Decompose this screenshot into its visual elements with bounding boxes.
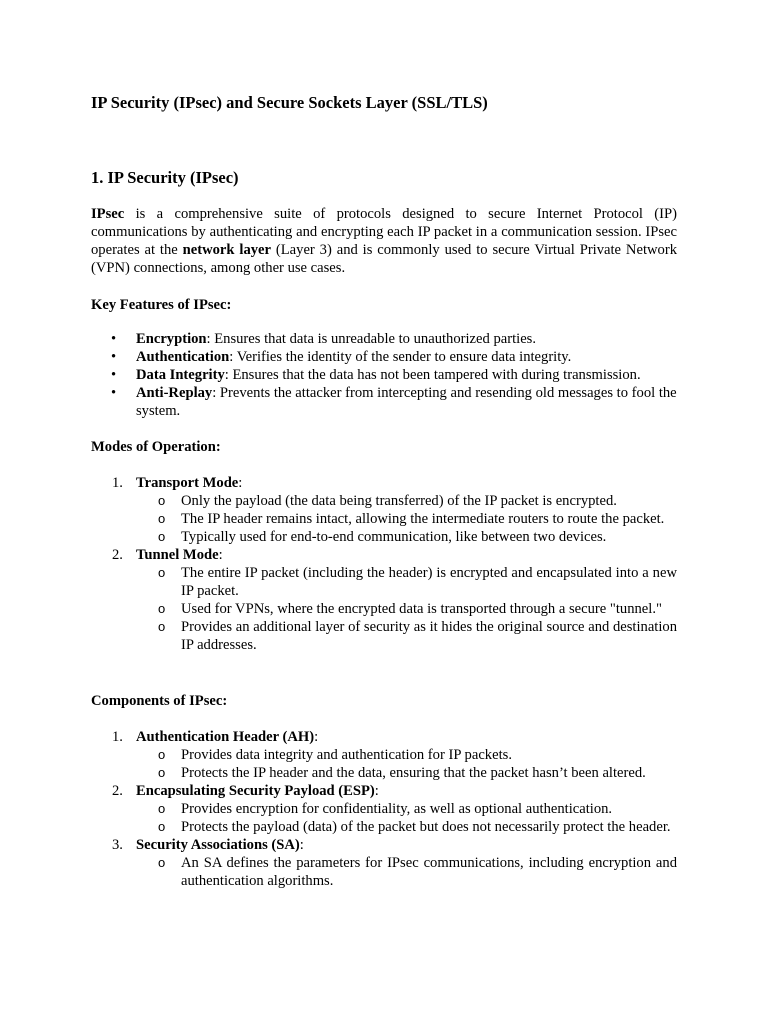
intro-text-1: is a comprehensive suite of protocols designed to secure Internet Protocol (IP) communications by authenticating and encrypting each IP packet in a communication session. IPsec operates at the (91, 206, 677, 258)
list-item (136, 618, 677, 654)
sub-item-text: Protects the payload (data) of the packet but does not necessarily protect the header. (181, 819, 671, 835)
component-term: Security Associations (SA) (136, 837, 300, 853)
sub-bullet-icon: o (158, 493, 166, 508)
component-term: Authentication Header (AH) (136, 729, 315, 745)
list-item (136, 800, 677, 818)
sub-bullet-icon: o (158, 855, 166, 870)
sub-item-text: Provides data integrity and authentication for IP packets. (181, 747, 512, 763)
component-suffix: : (374, 783, 379, 799)
list-item (91, 836, 677, 890)
item-number: 1. (112, 729, 123, 745)
document-title: IP Security (IPsec) and Secure Sockets Layer (SSL/TLS) (91, 93, 488, 112)
list-item (136, 528, 677, 546)
list-item (136, 600, 677, 618)
sub-bullet-icon: o (158, 747, 166, 762)
list-item (91, 728, 677, 782)
sub-bullet-icon: o (158, 819, 166, 834)
bullet-icon: • (111, 367, 117, 383)
bullet-icon: • (111, 349, 117, 365)
sub-bullet-icon: o (158, 565, 166, 580)
list-item (91, 546, 677, 654)
modes-list (91, 474, 677, 654)
components-heading: Components of IPsec: (91, 693, 228, 709)
sub-item-text: Typically used for end-to-end communication, like between two devices. (181, 529, 607, 545)
feature-desc: : Ensures that data is unreadable to unauthorized parties. (206, 331, 537, 347)
mode-suffix: : (238, 475, 243, 491)
sublist (136, 492, 677, 546)
sublist (136, 854, 677, 890)
sub-bullet-icon: o (158, 765, 166, 780)
sub-item-text: The entire IP packet (including the header) is encrypted and encapsulated into a new IP packet. (181, 565, 677, 599)
list-item (136, 492, 677, 510)
mode-term: Tunnel Mode (136, 547, 219, 563)
list-item (91, 474, 677, 546)
item-number: 1. (112, 475, 123, 491)
bullet-icon: • (111, 331, 117, 347)
feature-term: Anti-Replay (136, 385, 213, 401)
sub-item-text: Only the payload (the data being transferred) of the IP packet is encrypted. (181, 493, 617, 509)
item-number: 3. (112, 837, 123, 853)
sublist (136, 746, 677, 782)
intro-bold-term: network layer (182, 242, 272, 258)
item-number: 2. (112, 547, 123, 563)
sub-item-text: Protects the IP header and the data, ensuring that the packet hasn’t been altered. (181, 765, 646, 781)
mode-term: Transport Mode (136, 475, 239, 491)
list-item (136, 818, 677, 836)
sub-item-text: Provides encryption for confidentiality, as well as optional authentication. (181, 801, 613, 817)
key-features-list (91, 330, 677, 420)
list-item (136, 764, 677, 782)
components-list (91, 728, 677, 890)
sub-item-text: An SA defines the parameters for IPsec communications, including encryption and authentication algorithms. (181, 855, 677, 889)
feature-desc: : Verifies the identity of the sender to ensure data integrity. (229, 349, 572, 365)
list-item (136, 564, 677, 600)
sub-bullet-icon: o (158, 619, 166, 634)
list-item (91, 366, 677, 384)
bullet-icon: • (111, 385, 117, 401)
list-item (136, 854, 677, 890)
modes-heading: Modes of Operation: (91, 439, 221, 455)
sub-bullet-icon: o (158, 529, 166, 544)
component-term: Encapsulating Security Payload (ESP) (136, 783, 375, 799)
feature-desc: : Ensures that the data has not been tampered with during transmission. (224, 367, 641, 383)
sub-bullet-icon: o (158, 511, 166, 526)
list-item (91, 782, 677, 836)
sub-bullet-icon: o (158, 801, 166, 816)
feature-term: Authentication (136, 349, 230, 365)
sub-item-text: Provides an additional layer of security as it hides the original source and destination IP addresses. (181, 619, 677, 653)
mode-suffix: : (218, 547, 223, 563)
feature-desc: : Prevents the attacker from intercepting and resending old messages to fool the system. (136, 385, 677, 419)
list-item (91, 384, 677, 420)
sublist (136, 800, 677, 836)
intro-paragraph (91, 205, 677, 277)
intro-text-2: (Layer 3) and is commonly used to secure Virtual Private Network (VPN) connections, among other use cases. (91, 242, 677, 276)
section-heading: 1. IP Security (IPsec) (91, 168, 239, 187)
key-features-heading: Key Features of IPsec: (91, 297, 232, 313)
sublist (136, 564, 677, 654)
list-item (136, 510, 677, 528)
feature-term: Data Integrity (136, 367, 225, 383)
item-number: 2. (112, 783, 123, 799)
component-suffix: : (314, 729, 319, 745)
intro-term: IPsec (91, 206, 125, 222)
list-item (91, 330, 677, 348)
sub-bullet-icon: o (158, 601, 166, 616)
sub-item-text: The IP header remains intact, allowing the intermediate routers to route the packet. (181, 511, 665, 527)
list-item (136, 746, 677, 764)
component-suffix: : (299, 837, 304, 853)
feature-term: Encryption (136, 331, 207, 347)
sub-item-text: Used for VPNs, where the encrypted data is transported through a secure "tunnel." (181, 601, 662, 617)
list-item (91, 348, 677, 366)
